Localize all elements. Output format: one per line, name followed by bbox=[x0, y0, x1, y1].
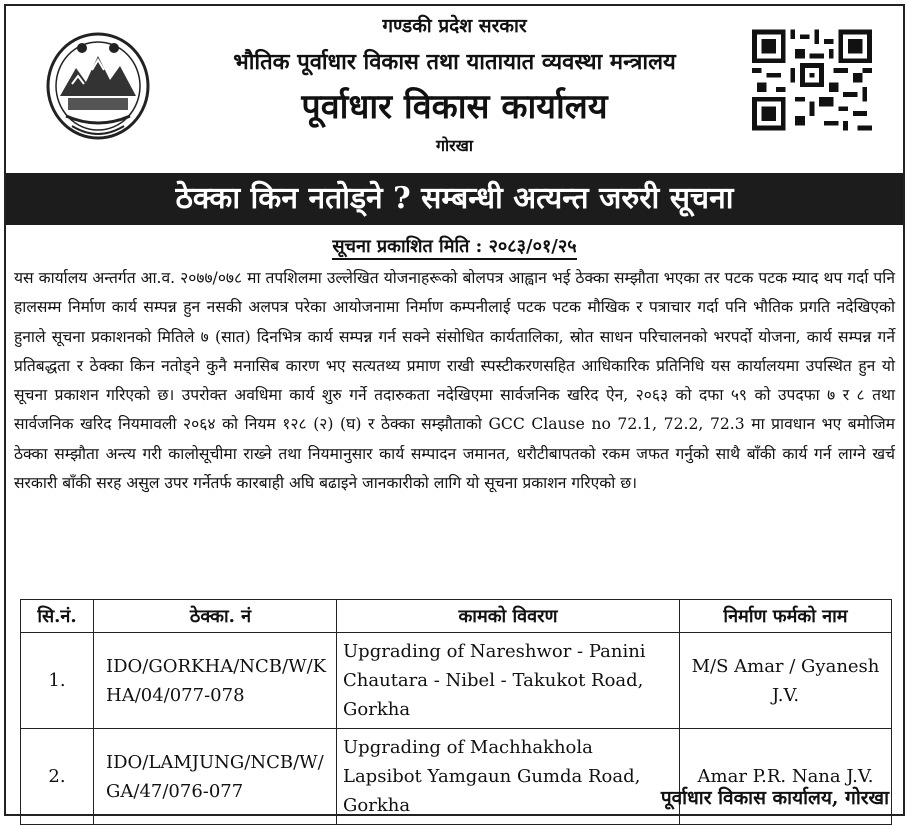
notice-page bbox=[4, 4, 905, 816]
table-header-row bbox=[21, 600, 892, 633]
cell-serial: 2. bbox=[21, 729, 94, 825]
cell-serial: 1. bbox=[21, 633, 94, 729]
letterhead bbox=[6, 6, 903, 174]
ministry-name: भौतिक पूर्वाधार विकास तथा यातायात व्यवस्था मन्त्रालय bbox=[233, 49, 676, 75]
cell-firm-name: Amar P.R. Nana J.V. bbox=[680, 729, 892, 825]
table-row bbox=[21, 633, 892, 729]
cell-work-description: Upgrading of Nareshwor - Panini Chautara - Nibel - Takukot Road, Gorkha bbox=[337, 633, 680, 729]
notice-title: ठेक्का किन नतोड्ने ? सम्बन्धी अत्यन्त जरुरी सूचना bbox=[6, 173, 903, 225]
cell-work-description: Upgrading of Machhakhola Lapsibot Yamgaun Gumda Road, Gorkha bbox=[337, 729, 680, 825]
office-signature: पूर्वाधार विकास कार्यालय, गोरखा bbox=[660, 787, 889, 809]
qr-code-icon bbox=[752, 28, 872, 132]
table-row bbox=[21, 729, 892, 825]
header-work-description: कामको विवरण bbox=[337, 600, 680, 633]
cell-firm-name: M/S Amar / Gyanesh J.V. bbox=[680, 633, 892, 729]
header-contract-no: ठेक्का. नं bbox=[94, 600, 337, 633]
cell-contract-no: IDO/LAMJUNG/NCB/W/GA/47/076-077 bbox=[94, 729, 337, 825]
district-name: गोरखा bbox=[436, 136, 473, 155]
notice-body: यस कार्यालय अन्तर्गत आ.व. २०७७/०७८ मा तपशिलमा उल्लेखित योजनाहरूको बोलपत्र आह्वान भई ठेक्का सम्झौता भएका तर पटक पटक म्याद थप गर्दा पनि हालसम्म निर्माण कार्य सम्पन्न हुन नसकी अलपत्र परेका आयोजनामा निर्माण कम्पनीलाई पटक पटक मौखिक र पत्राचार गर्दा पनि भौतिक प्रगति नदेखिएको हुनाले सूचना प्रकाशनको मितिले ७ (सात) दिनभित्र कार्य सम्पन्न गर्न सक्ने संसोधित कार्यतालिका, स्रोत साधन परिचालनको भरपर्दो योजना, कार्य सम्पन्न गर्ने प्रतिबद्धता र ठेक्का किन नतोड्ने कुनै मनासिब कारण भए सत्यतथ्य प्रमाण राखी स्पस्टीकरणसहित आधिकारिक प्रतिनिधि यस कार्यालयमा उपस्थित हुन यो सूचना प्रकाशन गरिएको छ। उपरोक्त अवधिमा कार्य शुरु गर्ने तदारुकता नदेखिएमा सार्वजनिक खरिद ऐन, २०६३ को दफा ५९ को उपदफा ७ र ८ तथा सार्वजनिक खरिद नियमावली २०६४ को नियम १२८ (२) (घ) र ठेक्का सम्झौताको GCC Clause no 72.1, 72.2, 72.3 मा प्रावधान भए बमोजिम ठेक्का सम्झौता अन्त्य गरी कालोसूचीमा राख्ने तथा नियमानुसार कार्य सम्पादन जमानत, धरौटीबापतको रकम जफत गर्नुको साथै बाँकी कार्य गर्न लाग्ने खर्च सरकारी बाँकी सरह असुल उपर गर्नेतर्फ कारबाही अघि बढाइने जानकारीको लागि यो सूचना प्रकाशन गरिएको छ। bbox=[14, 269, 895, 493]
header-firm-name: निर्माण फर्मको नाम bbox=[680, 600, 892, 633]
header-serial: सि.नं. bbox=[21, 600, 94, 633]
published-date-text: सूचना प्रकाशित मिति : २०८३/०१/२५ bbox=[332, 236, 576, 260]
office-name: पूर्वाधार विकास कार्यालय bbox=[301, 87, 608, 127]
published-date bbox=[6, 234, 903, 258]
government-name: गण्डकी प्रदेश सरकार bbox=[382, 15, 527, 37]
cell-contract-no: IDO/GORKHA/NCB/W/KHA/04/077-078 bbox=[94, 633, 337, 729]
